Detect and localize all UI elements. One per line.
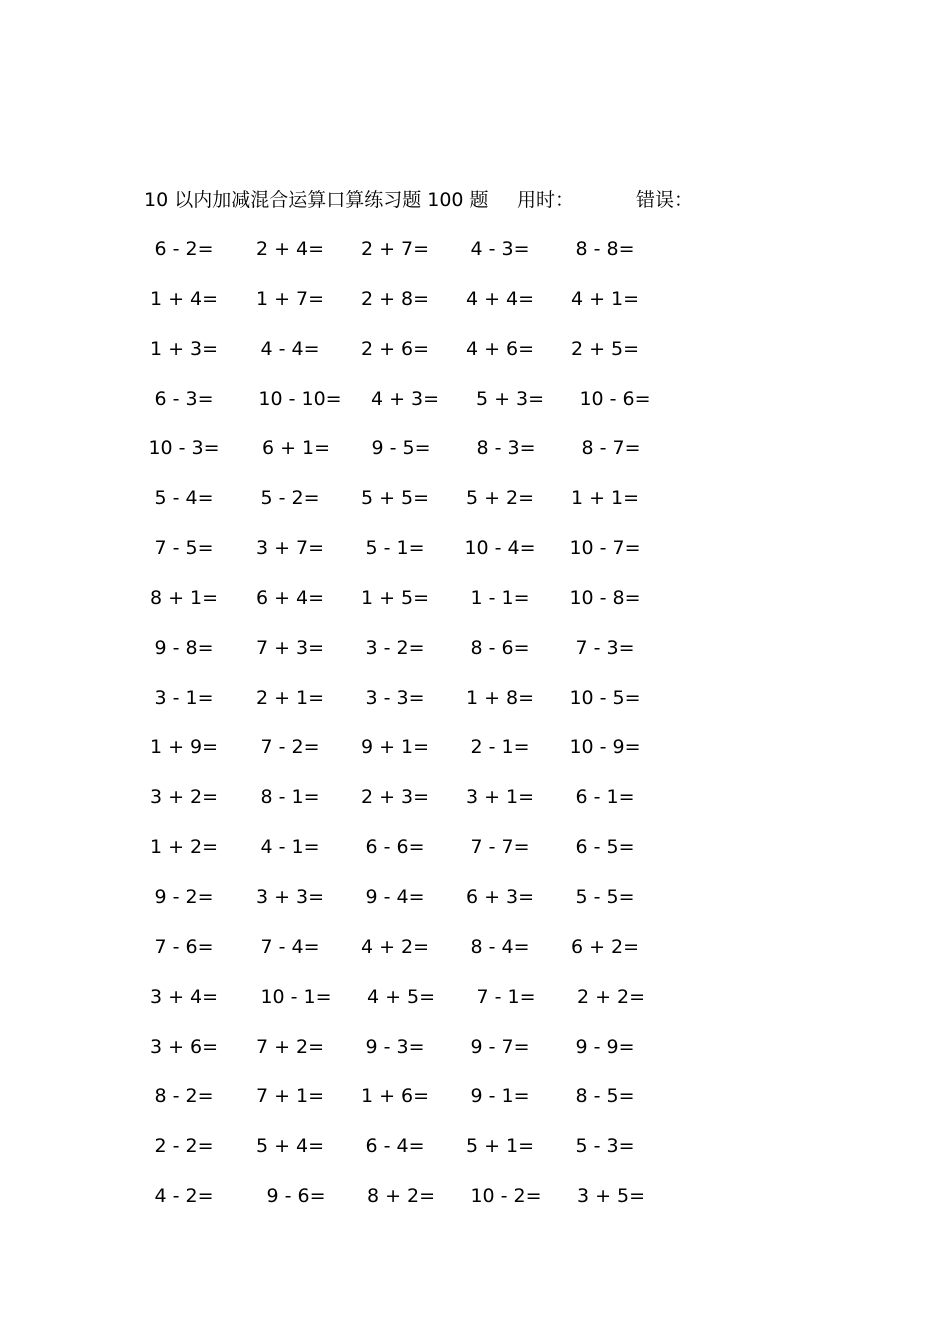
math-problem: 9 - 3= (365, 1035, 425, 1058)
math-problem: 2 - 2= (154, 1135, 214, 1158)
math-problem: 10 - 7= (569, 537, 641, 560)
math-problem: 2 + 6= (360, 337, 430, 360)
math-problem: 10 - 2= (470, 1185, 542, 1208)
math-problem: 9 - 5= (371, 437, 431, 460)
math-problem: 3 - 3= (365, 686, 425, 709)
math-problem: 4 - 3= (470, 238, 530, 260)
math-problem: 7 - 3= (575, 636, 635, 659)
problem-row (0, 733, 950, 783)
math-problem: 3 + 7= (255, 537, 325, 560)
problem-row (0, 534, 950, 584)
math-problem: 6 - 2= (154, 238, 214, 260)
math-problem: 10 - 6= (579, 387, 651, 410)
math-problem: 10 - 3= (148, 437, 220, 460)
math-problem: 9 - 8= (154, 636, 214, 659)
math-problem: 4 + 5= (366, 985, 436, 1008)
math-problem: 8 - 8= (575, 238, 635, 260)
math-problem: 8 - 6= (470, 636, 530, 659)
math-problem: 10 - 8= (569, 586, 641, 609)
problem-grid (0, 235, 950, 1232)
math-problem: 1 + 9= (149, 736, 219, 759)
math-problem: 3 + 5= (576, 1185, 646, 1208)
problem-row (0, 933, 950, 983)
math-problem: 3 + 1= (465, 786, 535, 809)
math-problem: 1 + 4= (149, 287, 219, 310)
math-problem: 9 - 7= (470, 1035, 530, 1058)
math-problem: 6 - 4= (365, 1135, 425, 1158)
math-problem: 1 - 1= (470, 586, 530, 609)
math-problem: 8 + 1= (149, 586, 219, 609)
math-problem: 4 + 6= (465, 337, 535, 360)
math-problem: 6 + 4= (255, 586, 325, 609)
problem-row (0, 1082, 950, 1132)
math-problem: 6 - 1= (575, 786, 635, 809)
math-problem: 5 + 5= (360, 487, 430, 510)
worksheet-header (144, 186, 764, 214)
error-count-label: 错误： (636, 189, 694, 211)
problem-row (0, 684, 950, 734)
math-problem: 9 + 1= (360, 736, 430, 759)
problem-row (0, 285, 950, 335)
math-problem: 4 + 2= (360, 935, 430, 958)
math-problem: 5 - 1= (365, 537, 425, 560)
math-problem: 5 - 5= (575, 885, 635, 908)
math-problem: 1 + 7= (255, 287, 325, 310)
math-problem: 2 + 1= (255, 686, 325, 709)
problem-row (0, 235, 950, 285)
problem-row (0, 1132, 950, 1182)
math-problem: 6 + 3= (465, 885, 535, 908)
problem-row (0, 1182, 950, 1232)
math-problem: 3 + 6= (149, 1035, 219, 1058)
problem-row (0, 584, 950, 634)
math-problem: 7 - 5= (154, 537, 214, 560)
math-problem: 8 - 3= (476, 437, 536, 460)
math-problem: 6 + 2= (570, 935, 640, 958)
math-problem: 4 - 2= (154, 1185, 214, 1208)
math-problem: 4 + 1= (570, 287, 640, 310)
math-problem: 4 + 3= (370, 387, 440, 410)
math-problem: 2 - 1= (470, 736, 530, 759)
math-problem: 8 - 5= (575, 1085, 635, 1108)
math-problem: 2 + 4= (255, 238, 325, 260)
math-problem: 5 - 3= (575, 1135, 635, 1158)
math-problem: 5 - 2= (260, 487, 320, 510)
math-problem: 1 + 5= (360, 586, 430, 609)
problem-row (0, 883, 950, 933)
math-problem: 2 + 7= (360, 238, 430, 260)
math-problem: 2 + 3= (360, 786, 430, 809)
math-problem: 10 - 5= (569, 686, 641, 709)
math-problem: 7 - 4= (260, 935, 320, 958)
worksheet-title: 10 以内加减混合运算口算练习题 100 题 (144, 189, 489, 211)
math-problem: 9 - 2= (154, 885, 214, 908)
math-problem: 3 + 2= (149, 786, 219, 809)
math-problem: 3 - 1= (154, 686, 214, 709)
math-problem: 7 + 2= (255, 1035, 325, 1058)
math-problem: 6 + 1= (261, 437, 331, 460)
problem-row (0, 983, 950, 1033)
problem-row (0, 1033, 950, 1083)
math-problem: 3 + 3= (255, 885, 325, 908)
math-problem: 10 - 10= (258, 387, 342, 410)
math-problem: 9 - 4= (365, 885, 425, 908)
math-problem: 2 + 5= (570, 337, 640, 360)
math-problem: 9 - 1= (470, 1085, 530, 1108)
math-problem: 6 - 6= (365, 836, 425, 859)
problem-row (0, 484, 950, 534)
math-problem: 5 + 1= (465, 1135, 535, 1158)
math-problem: 1 + 2= (149, 836, 219, 859)
math-problem: 9 - 6= (266, 1185, 326, 1208)
math-problem: 5 + 4= (255, 1135, 325, 1158)
math-problem: 9 - 9= (575, 1035, 635, 1058)
math-problem: 7 + 3= (255, 636, 325, 659)
math-problem: 4 - 4= (260, 337, 320, 360)
math-problem: 5 - 4= (154, 487, 214, 510)
math-problem: 2 + 8= (360, 287, 430, 310)
math-problem: 10 - 4= (464, 537, 536, 560)
math-problem: 7 + 1= (255, 1085, 325, 1108)
math-problem: 5 + 2= (465, 487, 535, 510)
math-problem: 8 - 7= (581, 437, 641, 460)
time-used-label: 用时： (517, 189, 575, 211)
math-problem: 4 - 1= (260, 836, 320, 859)
math-problem: 1 + 8= (465, 686, 535, 709)
math-problem: 6 - 5= (575, 836, 635, 859)
math-problem: 8 + 2= (366, 1185, 436, 1208)
math-problem: 6 - 3= (154, 387, 214, 410)
math-problem: 8 - 2= (154, 1085, 214, 1108)
problem-row (0, 434, 950, 484)
math-problem: 8 - 1= (260, 786, 320, 809)
math-problem: 7 - 7= (470, 836, 530, 859)
problem-row (0, 385, 950, 435)
math-problem: 3 - 2= (365, 636, 425, 659)
math-problem: 8 - 4= (470, 935, 530, 958)
problem-row (0, 833, 950, 883)
problem-row (0, 634, 950, 684)
math-problem: 10 - 9= (569, 736, 641, 759)
problem-row (0, 335, 950, 385)
math-problem: 4 + 4= (465, 287, 535, 310)
math-problem: 7 - 2= (260, 736, 320, 759)
math-problem: 3 + 4= (149, 985, 219, 1008)
problem-row (0, 783, 950, 833)
math-problem: 5 + 3= (475, 387, 545, 410)
math-problem: 1 + 6= (360, 1085, 430, 1108)
math-problem: 1 + 3= (149, 337, 219, 360)
math-problem: 2 + 2= (576, 985, 646, 1008)
math-problem: 1 + 1= (570, 487, 640, 510)
math-problem: 7 - 1= (476, 985, 536, 1008)
math-problem: 10 - 1= (260, 985, 332, 1008)
math-problem: 7 - 6= (154, 935, 214, 958)
